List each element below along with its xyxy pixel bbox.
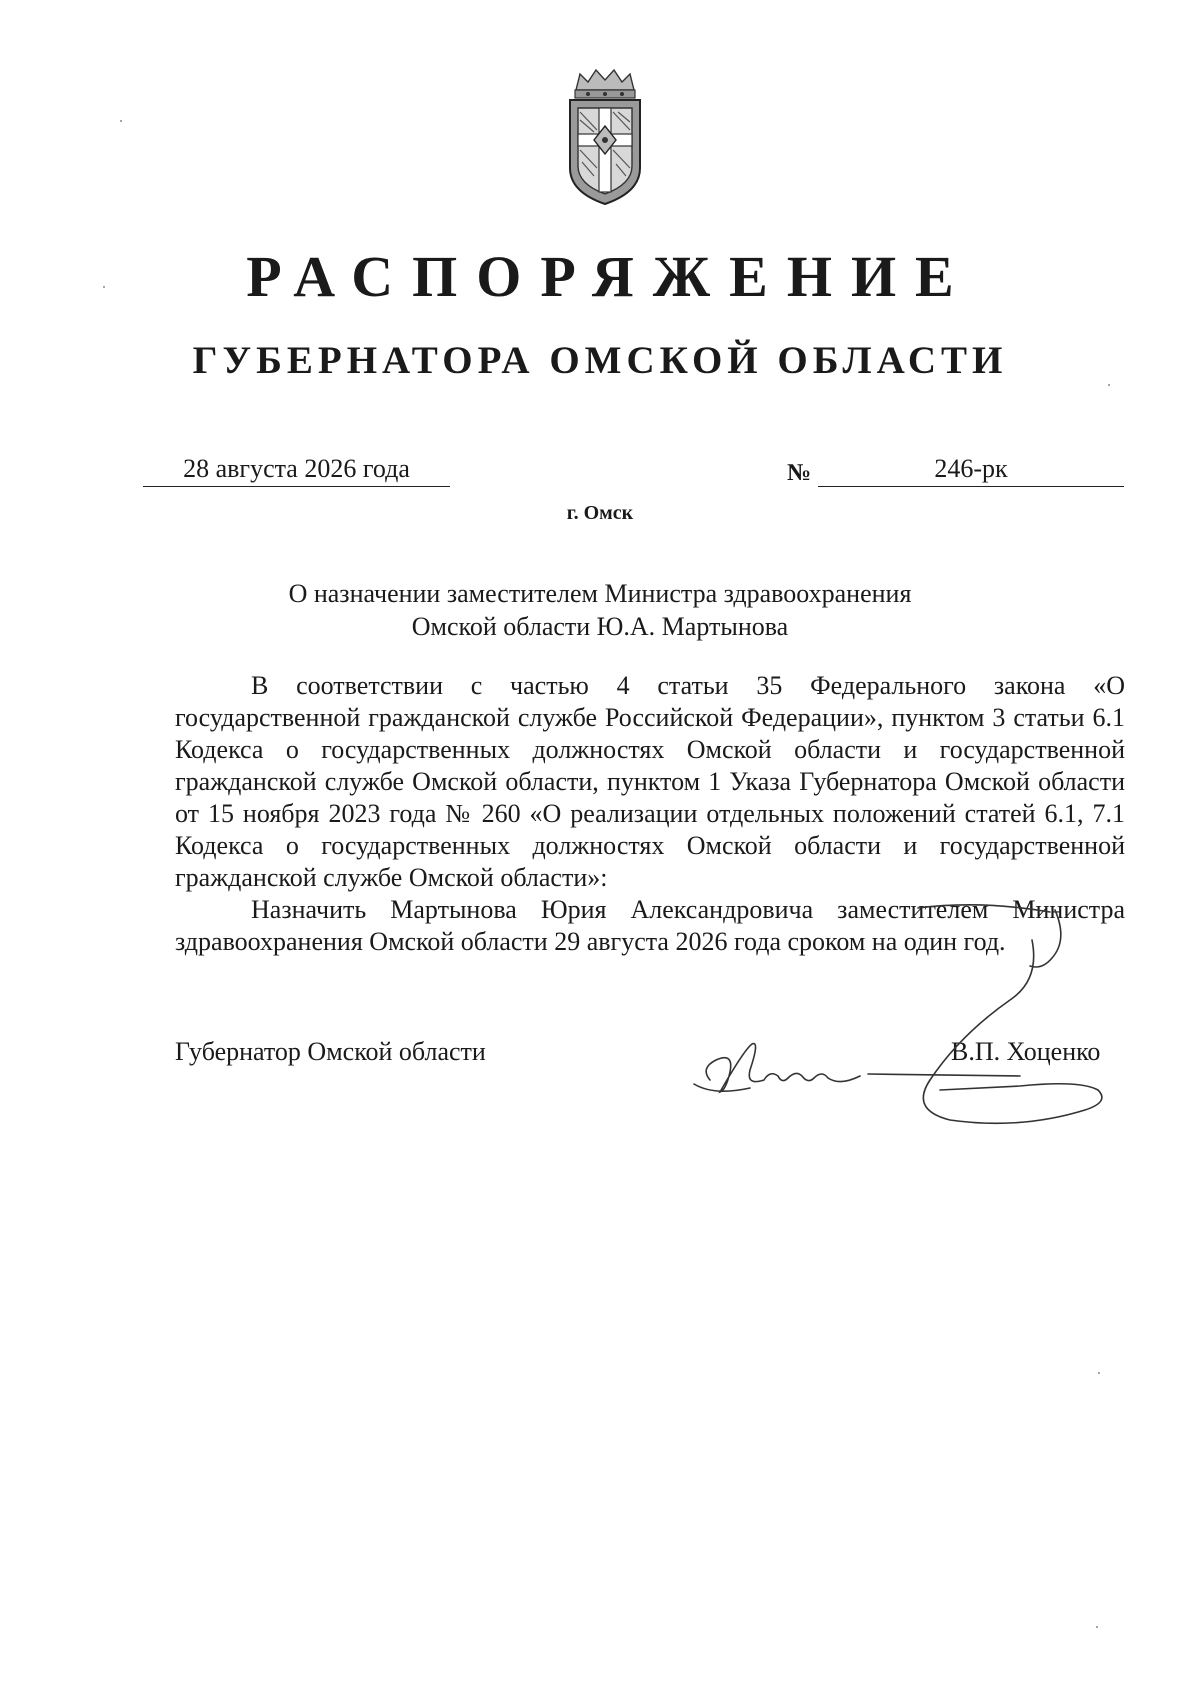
subject-line-2: Омской области Ю.А. Мартынова (411, 612, 789, 641)
body-paragraph-2: Назначить Мартынова Юрия Александровича заместителем Министра здравоохранения Омской области 29 августа 2026 года сроком на один год. (175, 895, 1125, 956)
signer-name: В.П. Хоценко (951, 1037, 1101, 1066)
scan-speck (1098, 1372, 1100, 1374)
number-sign: № (787, 460, 812, 486)
signer-post: Губернатор Омской области (175, 1037, 486, 1066)
document-body (175, 670, 1125, 958)
body-paragraph-1: В соответствии с частью 4 статьи 35 Федерального закона «О государственной гражданской службе Российской Федерации», пунктом 3 статьи 6.1 Кодекса о государственных должностях Омской области и государственной гражданской службе Омской области, пунктом 1 Указа Губернатора Омской области от 15 ноября 2023 года № 260 «О реализации отдельных положений статей 6.1, 7.1 Кодекса о государственных должностях Омской области и государственной гражданской службе Омской области»: (175, 671, 1125, 892)
subject-line-1: О назначении заместителем Министра здравоохранения (288, 579, 912, 608)
document-city: г. Омск (566, 502, 634, 524)
document-number: 246-рк (818, 454, 1124, 487)
document-title: РАСПОРЯЖЕНИЕ (246, 244, 973, 309)
document-subtitle: ГУБЕРНАТОРА ОМСКОЙ ОБЛАСТИ (192, 339, 1008, 382)
document-date: 28 августа 2026 года (143, 454, 450, 487)
scan-speck (120, 120, 122, 122)
scan-speck (103, 286, 105, 288)
scan-speck (1108, 384, 1110, 386)
document-subject (0, 577, 1200, 643)
coat-of-arms-icon (566, 68, 644, 208)
scan-speck (1096, 1626, 1098, 1628)
